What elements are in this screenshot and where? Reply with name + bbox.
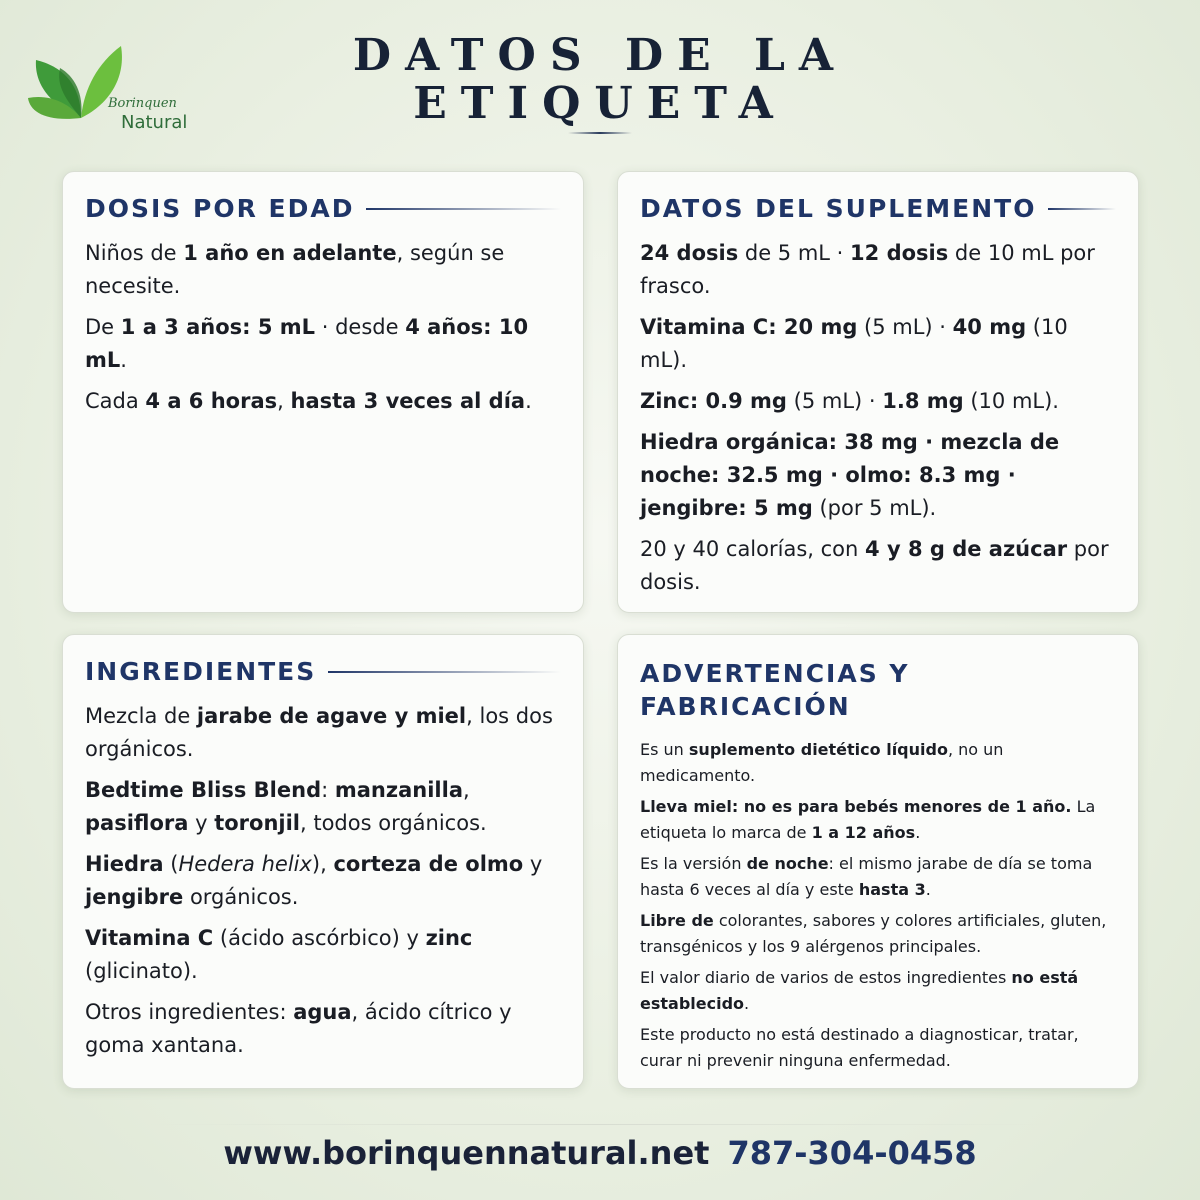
card-heading: ADVERTENCIAS Y FABRICACIÓN xyxy=(640,659,910,721)
text: Es la versión xyxy=(640,854,747,873)
text-bold: 1 año en adelante xyxy=(183,241,397,265)
text-bold: hasta 3 xyxy=(858,880,926,899)
text: . xyxy=(744,994,750,1013)
datos-paragraph xyxy=(640,385,1116,418)
text-bold: Vitamina C: 20 mg xyxy=(640,315,858,339)
text-bold: Bedtime Bliss Blend xyxy=(85,778,322,802)
text-bold: 1 a 3 años: 5 mL xyxy=(120,315,316,339)
datos-paragraph xyxy=(640,426,1116,525)
card-body xyxy=(85,237,561,418)
text-bold: 4 y 8 g de azúcar xyxy=(865,537,1068,561)
text: . xyxy=(925,880,931,899)
text: , los dos orgánicos. xyxy=(85,704,553,761)
text: 20 y 40 calorías, con xyxy=(640,537,866,561)
text: por dosis. xyxy=(640,537,1109,594)
advertencias-paragraph xyxy=(640,965,1116,1017)
card-body xyxy=(640,237,1116,599)
ingredientes-paragraph xyxy=(85,774,561,840)
text-bold: 24 dosis xyxy=(640,241,739,265)
text: (5 mL) · xyxy=(786,389,883,413)
text-bold: corteza de olmo xyxy=(333,852,524,876)
datos-paragraph xyxy=(640,237,1116,303)
card-datos-del-suplemento xyxy=(617,171,1139,613)
card-heading-row xyxy=(85,657,561,686)
card-body xyxy=(640,737,1116,1074)
card-body xyxy=(85,700,561,1062)
text-bold: 40 mg xyxy=(952,315,1027,339)
text: . xyxy=(525,389,532,413)
text: El valor diario de varios de estos ingredientes xyxy=(640,968,1012,987)
text: colorantes, sabores y colores artificiales, gluten, transgénicos y los 9 alérgenos principales. xyxy=(640,911,1107,956)
text-bold: hasta 3 veces al día xyxy=(290,389,526,413)
text-bold: 4 años: 10 mL xyxy=(85,315,529,372)
text-bold: jarabe de agave y miel xyxy=(196,704,467,728)
advertencias-paragraph xyxy=(640,851,1116,903)
text: (ácido ascórbico) y xyxy=(213,926,426,950)
text: y xyxy=(523,852,543,876)
text-bold: no está establecido xyxy=(640,968,1079,1013)
text: ), xyxy=(311,852,334,876)
advertencias-paragraph xyxy=(640,737,1116,789)
card-heading: DOSIS POR EDAD xyxy=(85,194,355,223)
text: , no un medicamento. xyxy=(640,740,1004,785)
text-bold: 12 dosis xyxy=(850,241,949,265)
datos-paragraph xyxy=(640,311,1116,377)
text: , todos orgánicos. xyxy=(300,811,487,835)
text: Otros ingredientes: xyxy=(85,1000,294,1024)
logo-text-natural: Natural xyxy=(121,112,188,133)
card-dosis-por-edad xyxy=(62,171,584,613)
text-bold: 1 a 12 años xyxy=(811,823,916,842)
text-bold: zinc xyxy=(425,926,473,950)
text: Es un xyxy=(640,740,689,759)
website-link[interactable]: www.borinquennatural.net xyxy=(223,1134,710,1172)
datos-paragraph xyxy=(640,533,1116,599)
text-bold: Hiedra orgánica: 38 mg · mezcla de noche: 32.5 mg · olmo: 8.3 mg · jengibre: 5 mg xyxy=(640,430,1060,520)
text: de 10 mL por frasco. xyxy=(640,241,1095,298)
ingredientes-paragraph xyxy=(85,922,561,988)
footer-contact xyxy=(0,1134,1200,1172)
text: : xyxy=(321,778,335,802)
text-bold: Zinc: 0.9 mg xyxy=(640,389,787,413)
text-bold: Hiedra xyxy=(85,852,164,876)
text: (glicinato). xyxy=(85,959,198,983)
text: (10 mL). xyxy=(640,315,1068,372)
text: (5 mL) · xyxy=(857,315,953,339)
text: y xyxy=(188,811,215,835)
text: , según se necesite. xyxy=(85,241,505,298)
phone-number[interactable]: 787-304-0458 xyxy=(727,1134,977,1172)
text: ( xyxy=(163,852,179,876)
text-italic: Hedera helix xyxy=(178,852,312,876)
ingredientes-paragraph xyxy=(85,848,561,914)
card-heading-row xyxy=(85,194,561,223)
text-bold: jengibre xyxy=(85,885,184,909)
ingredientes-paragraph xyxy=(85,700,561,766)
text: Este producto no está destinado a diagnosticar, tratar, curar ni prevenir ninguna enfermedad. xyxy=(640,1025,1079,1070)
text-bold: suplemento dietético líquido xyxy=(688,740,948,759)
text: , xyxy=(463,778,470,802)
ingredientes-paragraph xyxy=(85,996,561,1062)
text: de 5 mL · xyxy=(738,241,851,265)
text: Niños de xyxy=(85,241,184,265)
text: Mezcla de xyxy=(85,704,197,728)
text-bold: pasiflora xyxy=(85,811,189,835)
text: De xyxy=(85,315,121,339)
logo-text-borinquen: Borinquen xyxy=(108,96,177,111)
card-heading-row xyxy=(640,657,1116,723)
text-bold: toronjil xyxy=(214,811,300,835)
text: (por 5 mL). xyxy=(812,496,937,520)
text: : el mismo jarabe de día se toma hasta 6 veces al día y este xyxy=(640,854,1093,899)
dosis-paragraph xyxy=(85,311,561,377)
card-ingredientes xyxy=(62,634,584,1089)
text: . xyxy=(120,348,127,372)
dosis-paragraph xyxy=(85,385,561,418)
card-advertencias-y-fabricacion xyxy=(617,634,1139,1089)
dosis-paragraph xyxy=(85,237,561,303)
text: Cada xyxy=(85,389,146,413)
advertencias-paragraph xyxy=(640,794,1116,846)
text-bold: Vitamina C xyxy=(85,926,214,950)
text: (10 mL). xyxy=(963,389,1059,413)
text: , ácido cítrico y goma xantana. xyxy=(85,1000,512,1057)
page-title-line-2: ETIQUETA xyxy=(413,78,787,129)
advertencias-paragraph xyxy=(640,908,1116,960)
heading-divider xyxy=(1048,208,1116,210)
text: orgánicos. xyxy=(183,885,299,909)
text-bold: 1.8 mg xyxy=(882,389,964,413)
card-heading-row xyxy=(640,194,1116,223)
text: . xyxy=(915,823,921,842)
text-bold: Libre de xyxy=(640,911,714,930)
page-title-line-1: DATOS DE LA xyxy=(352,30,848,81)
text-bold: manzanilla xyxy=(334,778,463,802)
text: La etiqueta lo marca de xyxy=(640,797,1096,842)
heading-divider xyxy=(328,671,561,673)
card-heading: DATOS DEL SUPLEMENTO xyxy=(640,194,1037,223)
text-bold: agua xyxy=(293,1000,352,1024)
text-bold: 4 a 6 horas xyxy=(145,389,278,413)
heading-divider xyxy=(366,208,561,210)
card-heading: INGREDIENTES xyxy=(85,657,317,686)
footer-divider xyxy=(150,1124,1050,1125)
text: , xyxy=(277,389,291,413)
text: · desde xyxy=(315,315,406,339)
title-divider xyxy=(568,132,632,134)
text-bold: Lleva miel: no es para bebés menores de 1 año. xyxy=(640,797,1072,816)
advertencias-paragraph xyxy=(640,1022,1116,1074)
text-bold: de noche xyxy=(746,854,829,873)
